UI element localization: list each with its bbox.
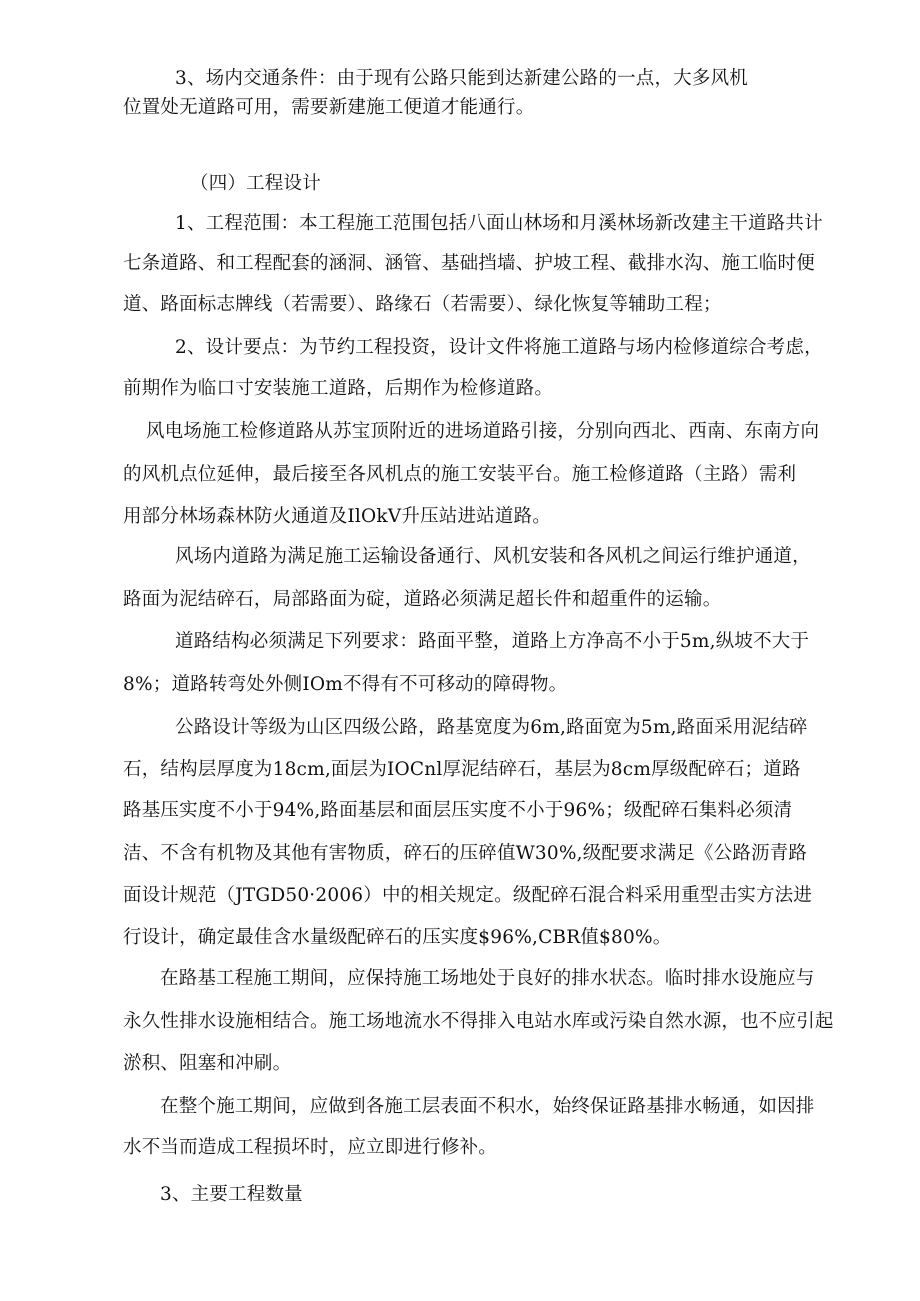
text-line-26: 水不当而造成工程损坏时，应立即进行修补。 [123, 1137, 498, 1158]
text-line-25: 在整个施工期间，应做到各施工层表面不积水，始终保证路基排水畅通，如因排 [160, 1096, 815, 1117]
text-line-1: 3、场内交通条件：由于现有公路只能到达新建公路的一点，大多风机 [175, 68, 748, 89]
text-line-23: 永久性排水设施相结合。施工场地流水不得排入电站水库或污染自然水源，也不应引起 [123, 1011, 834, 1032]
text-line-11: 用部分林场森林防火通道及IlOkV升压站进站道路。 [123, 506, 551, 527]
text-line-22: 在路基工程施工期间，应保持施工场地处于良好的排水状态。临时排水设施应与 [160, 968, 815, 989]
text-line-21: 行设计，确定最佳含水量级配碎石的压实度$96%,CBR值$80%。 [123, 927, 672, 948]
text-line-6: 道、路面标志牌线（若需要）、路缘石（若需要）、绿化恢复等辅助工程； [123, 294, 722, 315]
text-line-24: 淤积、阻塞和冲刷。 [123, 1053, 292, 1074]
text-line-7: 2、设计要点：为节约工程投资，设计文件将施工道路与场内检修道综合考虑， [175, 337, 823, 358]
text-line-9: 风电场施工检修道路从苏宝顶附近的进场道路引接，分别向西北、西南、东南方向 [146, 421, 820, 442]
section-heading: （四）工程设计 [190, 173, 321, 194]
text-line-13: 路面为泥结碎石，局部路面为碇，道路必须满足超长件和超重件的运输。 [123, 589, 722, 610]
text-line-17: 石，结构层厚度为18cm,面层为IOCnl厚泥结碎石，基层为8cm厚级配碎石；道路 [123, 759, 801, 780]
text-line-15: 8%；道路转弯处外侧IOm不得有不可移动的障碍物。 [123, 674, 568, 695]
text-line-27: 3、主要工程数量 [160, 1184, 303, 1205]
text-line-20: 面设计规范（JTGD50·2006）中的相关规定。级配碎石混合料采用重型击实方法进 [123, 885, 813, 906]
text-line-5: 七条道路、和工程配套的涵洞、涵管、基础挡墙、护坡工程、截排水沟、施工临时便 [123, 253, 815, 274]
text-line-10: 的风机点位延伸，最后接至各风机点的施工安装平台。施工检修道路（主路）需利 [123, 464, 797, 485]
text-line-2: 位置处无道路可用，需要新建施工便道才能通行。 [123, 97, 535, 118]
text-line-4: 1、工程范围：本工程施工范围包括八面山林场和月溪林场新改建主干道路共计 [175, 213, 823, 234]
text-line-8: 前期作为临口寸安装施工道路，后期作为检修道路。 [123, 378, 554, 399]
text-line-18: 路基压实度不小于94%,路面基层和面层压实度不小于96%；级配碎石集料必须清 [123, 800, 793, 821]
text-line-16: 公路设计等级为山区四级公路，路基宽度为6m,路面宽为5m,路面采用泥结碎 [175, 717, 808, 738]
text-line-12: 风场内道路为满足施工运输设备通行、风机安装和各风机之间运行维护通道， [175, 546, 811, 567]
text-line-14: 道路结构必须满足下列要求：路面平整，道路上方净高不小于5m,纵坡不大于 [175, 631, 810, 652]
text-line-19: 洁、不含有机物及其他有害物质，碎石的压碎值W30%,级配要求满足《公路沥青路 [123, 843, 808, 864]
